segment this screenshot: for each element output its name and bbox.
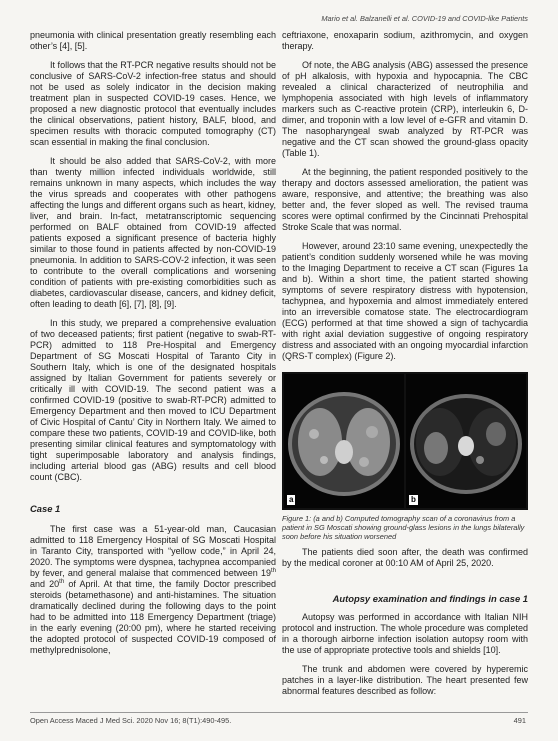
section-heading-case-1: Case 1 <box>30 503 61 514</box>
ct-scan-image-a <box>284 374 404 508</box>
paragraph <box>30 524 276 656</box>
paragraph: Autopsy was performed in accordance with Italian NIH protocol and instruction. The whole procedure was completed in a thorough airborne infection isolation autopsy room with the use of appropriate protective tools and shields [10]. <box>282 612 528 655</box>
superscript: th <box>270 568 276 574</box>
ct-scan-image-b <box>406 374 526 508</box>
paragraph: The patients died soon after, the death was confirmed by the medical coroner at 00:10 AM of April 25, 2020. <box>282 547 528 568</box>
footer-divider <box>30 712 528 713</box>
paragraph: However, around 23:10 same evening, unexpectedly the patient’s condition suddenly worsened while he was moving to the Imaging Department to receive a CT scan (Figures 1a and b). Within a short time, the patient started showing symptoms of severe respiratory distress with hypotension, tachypnea, and hypoxemia and almost immediately entered into an irreversible comatose state. The electrocardiogram (ECG) performed at that time showed a sign of tachycardia with right axial deviation suggestive of ongoing respiratory distress and associated with an ongoing myocardial infarction (QRS-T complex) (Figure 2). <box>282 241 528 361</box>
superscript: th <box>59 579 65 585</box>
right-column <box>282 30 528 705</box>
paragraph: In this study, we prepared a comprehensive evaluation of two deceased patients; first patient (negative to swab-RT-PCR) admitted to 118 Pre-Hospital and Emergency Department of SG Moscati Hospital of Taranto City in Southern Italy, which is one of the designated hospitals assigned by Italian Government for patients severely or critically ill with COVID-19. The second patient was a confirmed COVID-19 (positive to swab-RT-PCR) admitted to Emergency Department and then moved to ICU Department of Civic Hospital of Cantu’ City in Northern Italy. We aimed to compare these two patients, COVID-19 and COVID-like, both presenting similar clinical features and symptomatology with tight superimposable laboratory and analysis findings, including arterial blood gas (ABG) results and cell blood count (CBC). <box>30 318 276 482</box>
ct-scan-panel-a <box>284 374 404 508</box>
paragraph: It should be also added that SARS-CoV-2, with more than twenty million infected individuals worldwide, still remains unknown in many aspects, which includes the way the virus spreads and cooperates with other pathogens affecting the lungs and different organs such as heart, kidney, liver, and brain. In-fact, metatranscriptomic sequencing performed on BALF obtained from COVID-19 affected patients exposed a significant presence of bacteria highly similar to those found in patients affected by non-COVID-19 pneumonia. In addition to SARS-COV-2 infection, it was seen to contribute to the overall complications and worsening condition of patients with pre-existing comorbidities such as diabetes, cardiovascular disease, cancers, and kidney deficit, often leading to death [6], [7], [8], [9]. <box>30 156 276 309</box>
left-column <box>30 30 276 664</box>
paragraph-text: of April. At that time, the family Doctor prescribed steroids (betamethasone) and anti-histamines. The situation dramatically declined during the following days to the point had to be admitted into 118 Emergency Department (triage) in the early evening (20:00 pm), where he started receiving the adopted protocol of suspected COVID-19 composed of methylprednisolone, <box>30 579 276 655</box>
running-head: Mario et al. Balzanelli et al. COVID-19 and COVID-like Patients <box>321 14 528 23</box>
section-heading-autopsy: Autopsy examination and findings in case 1 <box>332 593 528 604</box>
panel-label-a: a <box>289 495 294 504</box>
paragraph: ceftriaxone, enoxaparin sodium, azithromycin, and oxygen therapy. <box>282 30 528 51</box>
ct-scan-figure <box>282 372 528 510</box>
page-number: 491 <box>513 716 526 725</box>
paragraph-text: and 20 <box>30 579 60 589</box>
figure-caption: Figure 1: (a and b) Computed tomography scan of a coronavirus from a patient in SG Moscati showing ground-glass lesions in the lungs bilaterally soon before his situation worsened <box>282 514 525 541</box>
paragraph-text: The first case was a 51-year-old man, Caucasian admitted to 118 Emergency Hospital of SG Moscati Hospital in Taranto City, transported with “yellow code,” in April 24, 2020. The symptoms were dyspnea, tachypnea accompanied by fever, and general malaise that commenced between 19 <box>30 524 276 578</box>
ct-scan-panel-b <box>406 374 526 508</box>
paragraph: At the beginning, the patient responded positively to the therapy and doctors assessed amelioration, the patient was aware, responsive, and attentive; the breathing was also better and, the fever sloped as well. The revised trauma scores were optimal confirmed by the Cincinnati Prehospital Stroke Scale that was normal. <box>282 167 528 232</box>
paragraph: It follows that the RT-PCR negative results should not be conclusive of SARS-CoV-2 infection-free status and should not be used as solely indicator in the decision making treatment plan in suspected COVID-19 cases. Hence, we proposed a new diagnostic protocol that eventually includes the clinical observations, patient history, BALF, blood, and specimen results with thoracic computed tomography (CT) scan essential in making the final conclusion. <box>30 60 276 147</box>
footer-citation: Open Access Maced J Med Sci. 2020 Nov 16; 8(T1):490-495. <box>30 716 232 725</box>
paragraph: pneumonia with clinical presentation greatly resembling each other’s [4], [5]. <box>30 30 276 51</box>
paragraph: Of note, the ABG analysis (ABG) assessed the presence of pH alkalosis, with hypoxia and hypocapnia. The CBC revealed a clinical characterized of neutrophilia and lymphopenia associated with high levels of inflammatory markers such as C-reactive protein (CRP), interleukin 6, D-dimer, and troponin with a low level of e-GFR and vitamin D. The nasopharyngeal swab analyzed by RT-PCR was negative and the CT scan showed the ground-glass opacity (Table 1). <box>282 60 528 158</box>
paragraph: The trunk and abdomen were covered by hyperemic patches in a layer-like distribution. The heart presented few abnormal features described as follow: <box>282 664 528 696</box>
panel-label-b: b <box>411 495 416 504</box>
